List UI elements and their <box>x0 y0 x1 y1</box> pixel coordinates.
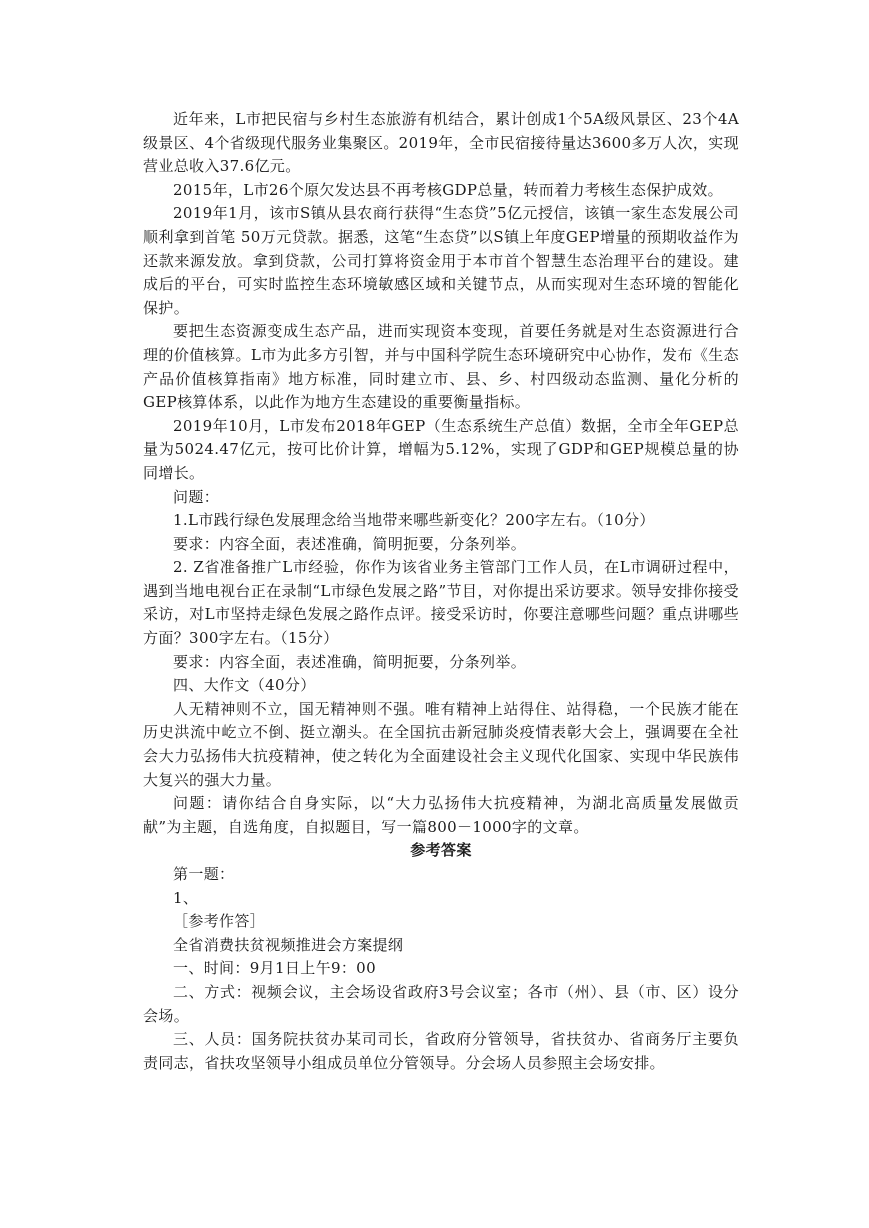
paragraph-minsu: 近年来，L市把民宿与乡村生态旅游有机结合，累计创成1个5A级风景区、23个4A级景区、4个省级现代服务业集聚区。2019年，全市民宿接待量达3600多万人次，实现营业总收入37.6亿元。 <box>143 110 739 176</box>
paragraph-valuation: 要把生态资源变成生态产品，进而实现资本变现，首要任务就是对生态资源进行合理的价值核算。L市为此多方引智，并与中国科学院生态环境研究中心协作，发布《生态产品价值核算指南》地方标准，同时建立市、县、乡、村四级动态监测、量化分析的GEP核算体系，以此作为地方生态建设的重要衡量指标。 <box>143 322 739 412</box>
section-essay-title: 四、大作文（40分） <box>173 676 316 695</box>
paragraph-2015: 2015年，L市26个原欠发达县不再考核GDP总量，转而着力考核生态保护成效。 <box>173 180 723 199</box>
paragraph-personnel: 三、人员：国务院扶贫办某司司长，省政府分管领导，省扶贫办、省商务厅主要负责同志，省扶攻坚领导小组成员单位分管领导。分会场人员参照主会场安排。 <box>143 1030 739 1072</box>
paragraph-method: 二、方式：视频会议，主会场设省政府3号会议室；各市（州）、县（市、区）设分会场。 <box>143 982 739 1025</box>
paragraph-item-1: 1、 <box>173 888 199 907</box>
document-page <box>143 108 739 1075</box>
paragraph-time: 一、时间：9月1日上午9：00 <box>173 959 376 978</box>
paragraph-question-2: 2. Z省准备推广L市经验，你作为该省业务主管部门工作人员，在L市调研过程中，遇到当地电视台正在录制“L市绿色发展之路”节目，对你提出采访要求。领导安排你接受采访，对L市坚持走绿色发展之路作点评。接受采访时，你要注意哪些问题？重点讲哪些方面？300字左右。（15分） <box>143 558 739 648</box>
paragraph-gep-data: 2019年10月，L市发布2018年GEP（生态系统生产总值）数据，全市全年GEP总量为5024.47亿元，按可比价计算，增幅为5.12%，实现了GDP和GEP规模总量的协同增长。 <box>143 416 739 482</box>
paragraph-eco-loan: 2019年1月，该市S镇从县农商行获得“生态贷”5亿元授信，该镇一家生态发展公司顺利拿到首笔 50万元贷款。据悉，这笔“生态贷”以S镇上年度GEP增量的预期收益作为还款来源发放。拿到贷款，公司打算将资金用于本市首个智慧生态治理平台的建设。建成后的平台，可实时监控生态环境敏感区域和关键节点，从而实现对生态环境的智能化保护。 <box>143 204 739 317</box>
paragraph-question-1: 1.L市践行绿色发展理念给当地带来哪些新变化？200字左右。（10分） <box>173 511 655 530</box>
paragraph-first-question: 第一题： <box>173 865 235 883</box>
paragraph-reference-answer: ［参考作答］ <box>173 912 266 931</box>
paragraph-essay-material: 人无精神则不立，国无精神则不强。唯有精神上站得住、站得稳，一个民族才能在历史洪流中屹立不倒、挺立潮头。在全国抗击新冠肺炎疫情表彰大会上，强调要在全社会大力弘扬伟大抗疫精神，使之转化为全面建设社会主义现代化国家、实现中华民族伟大复兴的强大力量。 <box>143 699 739 789</box>
paragraph-requirement-1: 要求：内容全面，表述准确，简明扼要，分条列举。 <box>173 534 527 553</box>
paragraph-question-label: 问题： <box>173 487 220 506</box>
answer-heading: 参考答案 <box>410 841 472 860</box>
paragraph-essay-question: 问题：请你结合自身实际，以“大力弘扬伟大抗疫精神，为湖北高质量发展做贡献”为主题，自选角度，自拟题目，写一篇800－1000字的文章。 <box>143 794 739 836</box>
paragraph-requirement-2: 要求：内容全面，表述准确，简明扼要，分条列举。 <box>173 652 527 671</box>
paragraph-outline-title: 全省消费扶贫视频推进会方案提纲 <box>173 935 404 954</box>
